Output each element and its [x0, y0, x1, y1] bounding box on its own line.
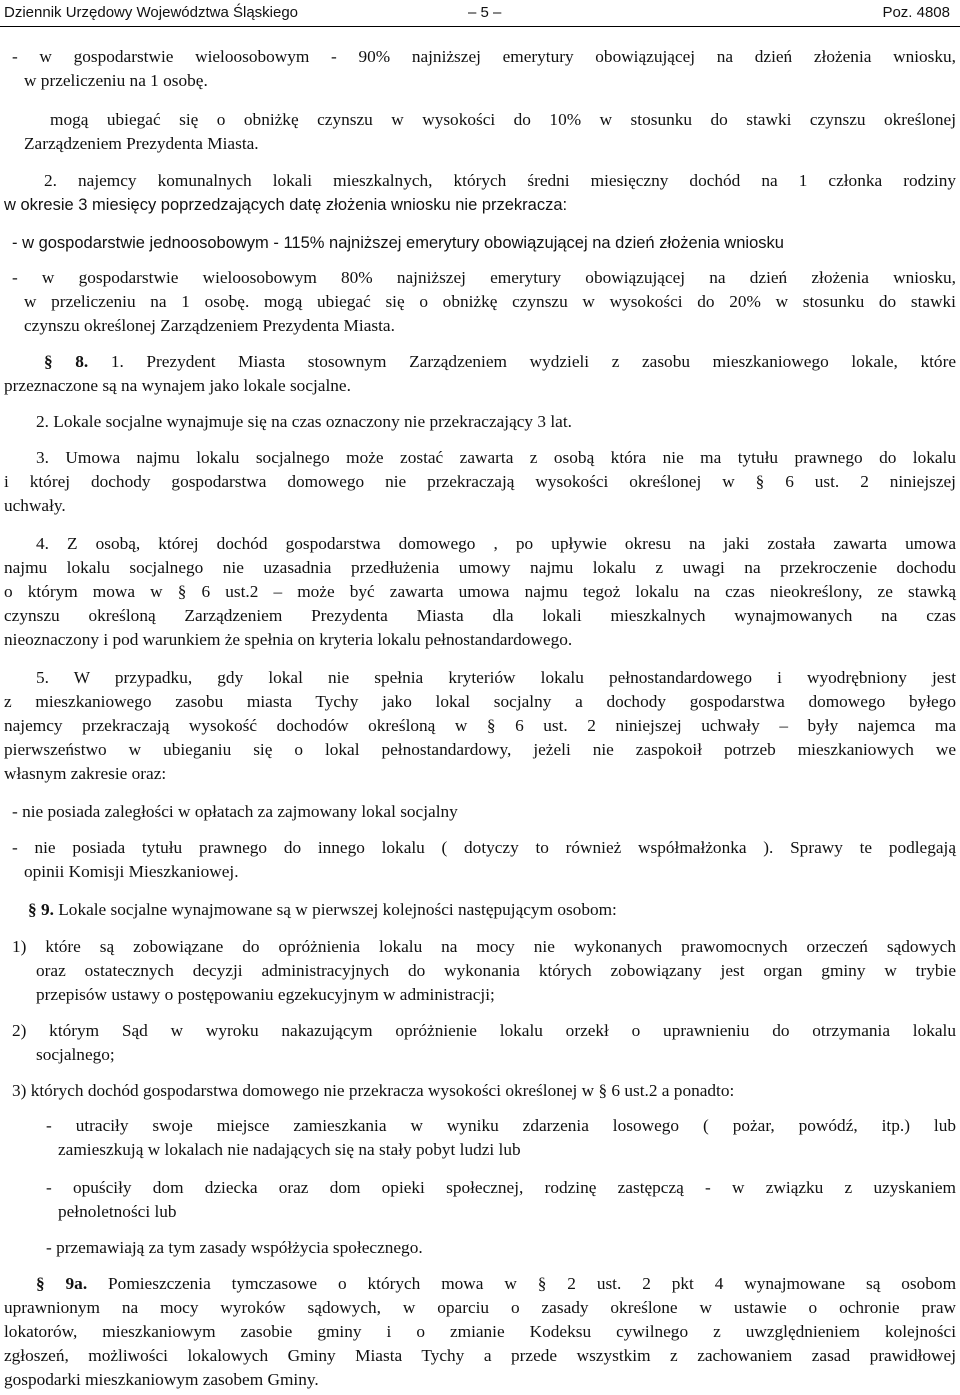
- line-text: 2. Lokale socjalne wynajmuje się na czas oznaczony nie przekraczający 3 lat.: [36, 412, 572, 431]
- text-line: [24, 292, 956, 312]
- line-text: - w gospodarstwie wieloosobowym 80% najniższej emerytury obowiązującej na dzień złożenia wniosku,: [12, 268, 956, 287]
- page-number: – 5 –: [468, 4, 502, 21]
- line-text: i której dochody gospodarstwa domowego nie przekraczają wysokości określonej w § 6 ust. 2 niniejszej: [4, 472, 956, 491]
- line-text: czynszu określoną Zarządzeniem Prezydenta Miasta dla lokali mieszkalnych wynajmowanych na czas: [4, 606, 956, 625]
- text-line: [58, 1202, 177, 1222]
- text-line: [36, 534, 956, 554]
- text-line: [24, 134, 259, 154]
- text-line: [4, 496, 66, 516]
- line-text: pierwszeństwo w ubieganiu się o lokal pełnostandardowy, jeżeli nie zaspokoił potrzeb mieszkaniowych we: [4, 740, 956, 759]
- text-line: [4, 606, 956, 626]
- text-line: [4, 740, 956, 760]
- line-text: 2) którym Sąd w wyroku nakazującym opróżnienie lokalu orzekł o uprawnieniu do otrzymania lokalu: [12, 1021, 956, 1040]
- line-text: w okresie 3 miesięcy poprzedzających datę złożenia wniosku nie przekracza:: [4, 196, 568, 214]
- text-line: [46, 1178, 956, 1198]
- line-text: przeznaczone są na wynajem jako lokale socjalne.: [4, 376, 351, 395]
- line-text: 1) które są zobowiązane do opróżnienia lokalu na mocy nie wykonanych prawomocnych orzeczeń sądowych: [12, 937, 956, 956]
- line-text: zgłoszeń, możliwości lokalowych Gminy Miasta Tychy a przede wszystkim z zachowaniem zasad prawidłowej: [4, 1346, 956, 1365]
- journal-title: Dziennik Urzędowy Województwa Śląskiego: [4, 4, 299, 21]
- page-header: [0, 0, 960, 27]
- line-text: - utraciły swoje miejsce zamieszkania w wyniku zdarzenia losowego ( pożar, powódź, itp.) lub: [46, 1116, 956, 1135]
- line-text: 4. Z osobą, której dochód gospodarstwa domowego , po upływie okresu na jaki została zawarta umowa: [36, 534, 956, 553]
- line-text: 1. Prezydent Miasta stosownym Zarządzeniem wydzieli z zasobu mieszkaniowego lokale, które: [88, 352, 957, 371]
- line-text: własnym zakresie oraz:: [4, 764, 167, 783]
- text-line: [36, 961, 956, 981]
- text-line: [12, 1081, 734, 1101]
- text-line: [4, 1322, 956, 1342]
- line-text: - nie posiada tytułu prawnego do innego lokalu ( dotyczy to również współmałżonka ). Sprawy te podlegają: [12, 838, 956, 857]
- line-text: 5. W przypadku, gdy lokal nie spełnia kryteriów lokalu pełnostandardowego i wyodrębniony jest: [36, 668, 956, 687]
- line-text: uprawnionym na mocy wyroków sądowych, w oparciu o zasady określone w ustawie o ochronie praw: [4, 1298, 956, 1317]
- text-line: [36, 1274, 956, 1294]
- line-text: o którym mowa w § 6 ust.2 – może być zawarta umowa najmu tegoż lokalu na czas nieokreślony, ze stawką: [4, 582, 956, 601]
- line-text: lokatorów, mieszkaniowym zasobie gminy i o zmianie Kodeksu cywilnego z uwzględnieniem kolejności: [4, 1322, 956, 1341]
- text-line: [36, 412, 572, 432]
- line-text: - w gospodarstwie wieloosobowym - 90% najniższej emerytury obowiązującej na dzień złożenia wniosku,: [12, 47, 956, 66]
- text-line: [28, 900, 617, 920]
- text-line: [36, 1045, 115, 1065]
- line-text: Zarządzeniem Prezydenta Miasta.: [24, 134, 259, 153]
- text-line: [12, 1021, 956, 1041]
- text-line: [50, 110, 956, 130]
- text-line: [46, 1238, 423, 1258]
- line-text: nieoznaczony i pod warunkiem że spełnia on kryteria lokalu pełnostandardowego.: [4, 630, 573, 649]
- text-line: [24, 71, 208, 91]
- line-text: pełnoletności lub: [58, 1202, 177, 1221]
- line-text: - przemawiają za tym zasady współżycia społecznego.: [46, 1238, 423, 1257]
- line-text: najmu lokalu socjalnego nie uzasadnia przedłużenia umowy najmu lokalu z uwagi na przekroczenie dochodu: [4, 558, 956, 577]
- text-line: [12, 47, 956, 67]
- text-line: [4, 692, 956, 712]
- text-line: [12, 937, 956, 957]
- text-line: [58, 1140, 521, 1160]
- text-line: [12, 838, 956, 858]
- text-line: [46, 1116, 956, 1136]
- text-line: [4, 472, 956, 492]
- text-line: [36, 448, 956, 468]
- line-text: przepisów ustawy o postępowaniu egzekucyjnym w administracji;: [36, 985, 495, 1004]
- text-line: [4, 195, 567, 215]
- text-line: [4, 1346, 956, 1366]
- text-line: [44, 352, 956, 372]
- line-text: mogą ubiegać się o obniżkę czynszu w wysokości do 10% w stosunku do stawki czynszu określonej: [50, 110, 956, 129]
- text-line: [4, 764, 166, 784]
- line-text: - w gospodarstwie jednoosobowym - 115% najniższej emerytury obowiązującej na dzień złożenia wniosku: [12, 234, 784, 252]
- line-text: czynszu określonej Zarządzeniem Prezydenta Miasta.: [24, 316, 395, 335]
- text-line: [4, 558, 956, 578]
- line-text: najemcy przekraczają wysokość dochodów określoną w § 6 ust. 2 niniejszej uchwały – były najemca ma: [4, 716, 956, 735]
- line-text: w przeliczeniu na 1 osobę.: [24, 71, 208, 90]
- text-line: [4, 376, 351, 396]
- text-line: [12, 268, 956, 288]
- text-line: [24, 862, 239, 882]
- line-text: gospodarki mieszkaniowym zasobem Gminy.: [4, 1370, 319, 1389]
- text-line: [4, 630, 572, 650]
- line-text: - opuściły dom dziecka oraz dom opieki społecznej, rodzinę zastępczą - w związku z uzyskaniem: [46, 1178, 956, 1197]
- line-text: zamieszkują w lokalach nie nadających się na stały pobyt ludzi lub: [58, 1140, 521, 1159]
- line-text: Pomieszczenia tymczasowe o których mowa w § 2 ust. 2 pkt 4 wynajmowane są osobom: [87, 1274, 957, 1293]
- line-text: z mieszkaniowego zasobu miasta Tychy jako lokal socjalny a dochody gospodarstwa domowego byłego: [4, 692, 956, 711]
- text-line: [4, 1298, 956, 1318]
- position-number: Poz. 4808: [882, 4, 950, 21]
- line-text: uchwały.: [4, 496, 66, 515]
- section-number: § 8.: [44, 352, 89, 371]
- line-text: 3. Umowa najmu lokalu socjalnego może zostać zawarta z osobą która nie ma tytułu prawnego do lokalu: [36, 448, 956, 467]
- section-number: § 9a.: [36, 1274, 88, 1293]
- text-line: [4, 716, 956, 736]
- line-text: w przeliczeniu na 1 osobę. mogą ubiegać się o obniżkę czynszu w wysokości do 20% w stosunku do stawki: [24, 292, 956, 311]
- text-line: [24, 316, 395, 336]
- text-line: [36, 668, 956, 688]
- line-text: 3) których dochód gospodarstwa domowego nie przekracza wysokości określonej w § 6 ust.2 a ponadto:: [12, 1081, 735, 1100]
- line-text: - nie posiada zaległości w opłatach za zajmowany lokal socjalny: [12, 802, 458, 821]
- line-text: socjalnego;: [36, 1045, 115, 1064]
- line-text: 2. najemcy komunalnych lokali mieszkalnych, których średni miesięczny dochód na 1 członka rodziny: [44, 171, 956, 190]
- text-line: [12, 233, 784, 253]
- line-text: oraz ostatecznych decyzji administracyjnych do wykonania których zobowiązany jest organ gminy w trybie: [36, 961, 956, 980]
- text-line: [4, 582, 956, 602]
- line-text: opinii Komisji Mieszkaniowej.: [24, 862, 239, 881]
- text-line: [4, 1370, 319, 1390]
- line-text: Lokale socjalne wynajmowane są w pierwszej kolejności następującym osobom:: [53, 900, 617, 919]
- text-line: [36, 985, 495, 1005]
- section-number: § 9.: [28, 900, 54, 919]
- text-line: [44, 171, 956, 191]
- text-line: [12, 802, 458, 822]
